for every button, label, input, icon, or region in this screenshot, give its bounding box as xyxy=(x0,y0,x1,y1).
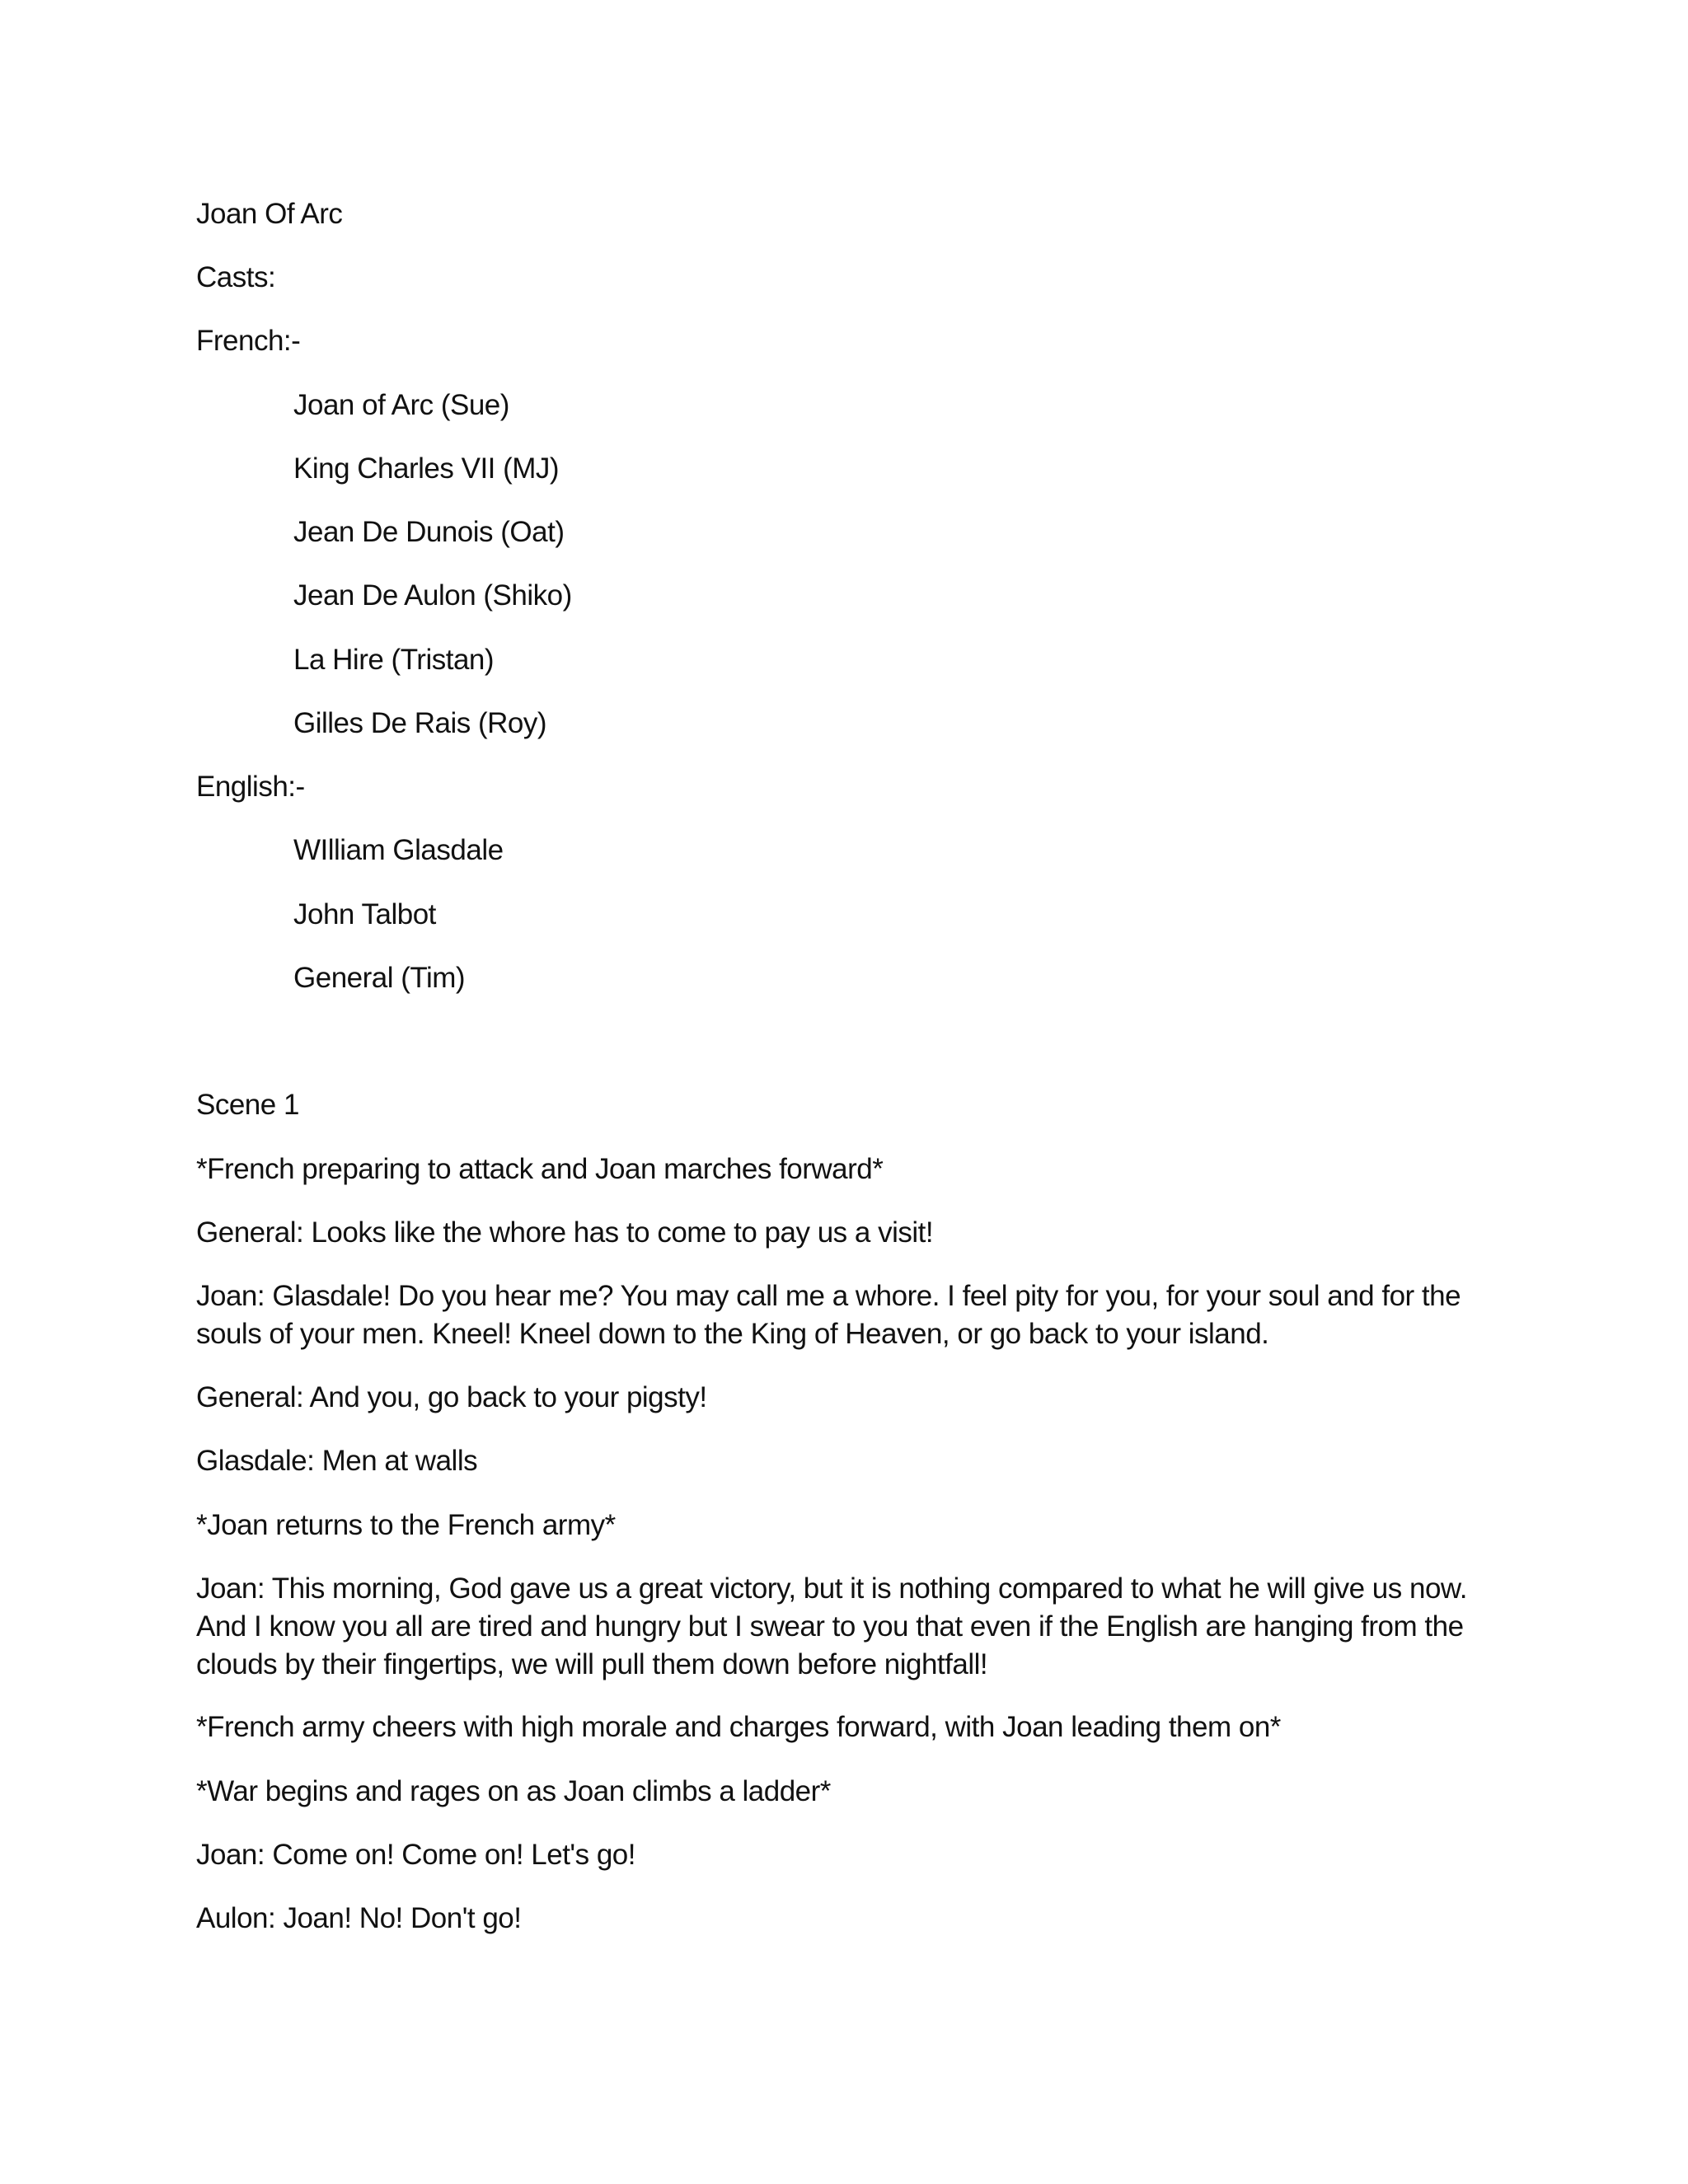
cast-member: La Hire (Tristan) xyxy=(293,644,495,676)
cast-member: General (Tim) xyxy=(293,962,466,994)
stage-direction: *French preparing to attack and Joan marches forward* xyxy=(196,1153,884,1185)
cast-member: Joan of Arc (Sue) xyxy=(293,389,509,421)
dialogue-line: Joan: This morning, God gave us a great victory, but it is nothing compared to what he will give us now. And I know you all are tired and hungry but I swear to you that even if the English are hanging from the clouds by their fingertips, we will pull them down before nightfall! xyxy=(196,1572,1467,1680)
stage-direction: *French army cheers with high morale and charges forward, with Joan leading them on* xyxy=(196,1711,1281,1743)
cast-member: Gilles De Rais (Roy) xyxy=(293,707,546,739)
scene-heading: Scene 1 xyxy=(196,1089,299,1121)
french-label: French:- xyxy=(196,325,301,357)
cast-member: Jean De Dunois (Oat) xyxy=(293,516,565,548)
cast-member: WIlliam Glasdale xyxy=(293,834,504,866)
dialogue-line: Joan: Glasdale! Do you hear me? You may call me a whore. I feel pity for you, for your soul and for the souls of your men. Kneel! Kneel down to the King of Heaven, or go back to your island. xyxy=(196,1280,1461,1350)
dialogue-line: Glasdale: Men at walls xyxy=(196,1445,478,1477)
dialogue-line: General: And you, go back to your pigsty! xyxy=(196,1381,707,1413)
cast-member: King Charles VII (MJ) xyxy=(293,452,560,485)
casts-label: Casts: xyxy=(196,261,276,293)
stage-direction: *War begins and rages on as Joan climbs a ladder* xyxy=(196,1775,831,1807)
dialogue-line: General: Looks like the whore has to come to pay us a visit! xyxy=(196,1216,934,1249)
cast-member: John Talbot xyxy=(293,898,436,930)
english-label: English:- xyxy=(196,771,305,803)
stage-direction: *Joan returns to the French army* xyxy=(196,1509,616,1541)
cast-member: Jean De Aulon (Shiko) xyxy=(293,579,572,612)
document-title: Joan Of Arc xyxy=(196,198,343,230)
dialogue-line: Joan: Come on! Come on! Let's go! xyxy=(196,1839,635,1871)
dialogue-line: Aulon: Joan! No! Don't go! xyxy=(196,1902,522,1934)
